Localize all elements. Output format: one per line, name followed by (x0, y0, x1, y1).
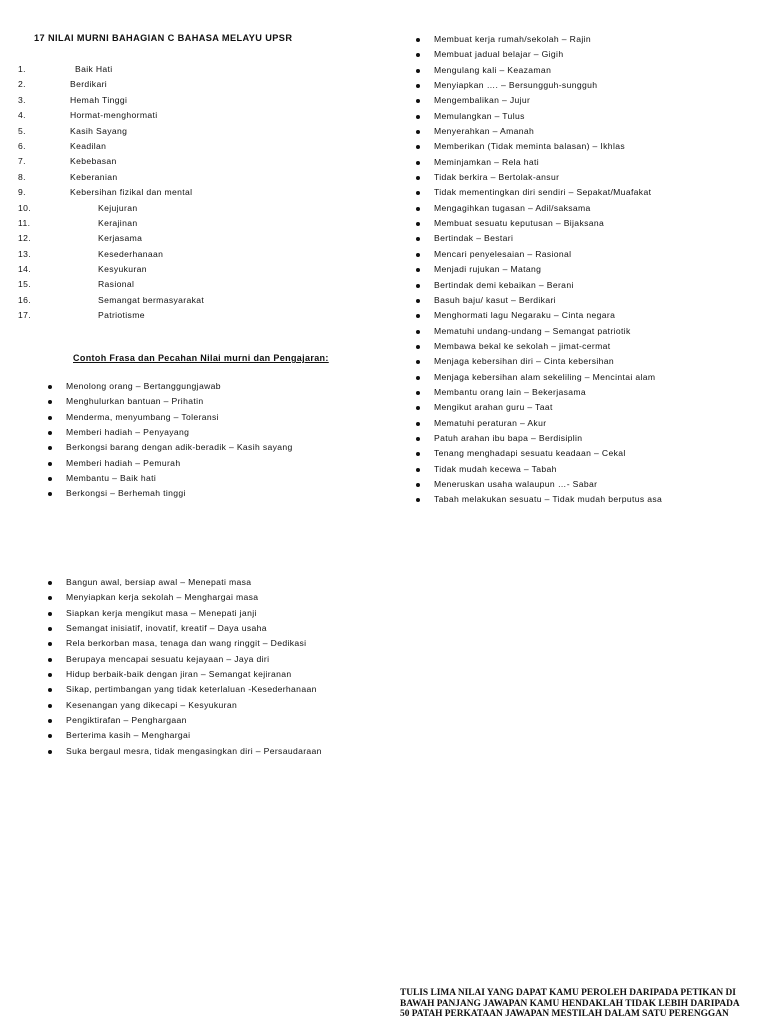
list-item: Membuat sesuatu keputusan – Bijaksana (416, 216, 662, 231)
value-label: Keadilan (70, 140, 107, 151)
value-row (0, 154, 340, 169)
value-number: 14. (18, 264, 31, 275)
list-item: Berterima kasih – Menghargai (48, 728, 322, 743)
value-row (0, 139, 340, 154)
list-item: Berkongsi barang dengan adik-beradik – Kasih sayang (48, 440, 293, 455)
list-item: Meneruskan usaha walaupun …- Sabar (416, 477, 662, 492)
value-row (0, 108, 340, 123)
value-label: Kebebasan (70, 156, 117, 167)
nilai-murni-list (0, 62, 340, 324)
value-label: Hormat-menghormati (70, 110, 158, 121)
list-item: Berupaya mencapai sesuatu kejayaan – Jaya diri (48, 652, 322, 667)
list-item: Menderma, menyumbang – Toleransi (48, 410, 293, 425)
list-item: Meminjamkan – Rela hati (416, 155, 662, 170)
list-item: Bertindak demi kebaikan – Berani (416, 278, 662, 293)
value-label: Hemah Tinggi (70, 94, 128, 105)
value-number: 6. (18, 140, 26, 151)
value-label: Rasional (98, 279, 135, 290)
list-item: Siapkan kerja mengikut masa – Menepati janji (48, 606, 322, 621)
value-label: Berdikari (70, 79, 108, 90)
value-number: 15. (18, 279, 31, 290)
list-item: Menyiapkan kerja sekolah – Menghargai masa (48, 590, 322, 605)
list-item: Membuat kerja rumah/sekolah – Rajin (416, 32, 662, 47)
value-label: Keberanian (70, 171, 118, 182)
list-item: Mengikut arahan guru – Taat (416, 400, 662, 415)
value-row (0, 62, 340, 77)
list-item: Pengiktirafan – Penghargaan (48, 713, 322, 728)
value-number: 16. (18, 294, 31, 305)
value-label: Kejujuran (98, 202, 138, 213)
list-item: Bertindak – Bestari (416, 231, 662, 246)
list-item: Menjaga kebersihan alam sekeliling – Mencintai alam (416, 370, 662, 385)
list-item: Berkongsi – Berhemah tinggi (48, 486, 293, 501)
value-row (0, 77, 340, 92)
list-item: Membawa bekal ke sekolah – jimat-cermat (416, 339, 662, 354)
list-item: Memberi hadiah – Penyayang (48, 425, 293, 440)
list-item: Menyiapkan …. – Bersungguh-sungguh (416, 78, 662, 93)
exercise-instruction: TULIS LIMA NILAI YANG DAPAT KAMU PEROLEH DARIPADA PETIKAN DI BAWAH PANJANG JAWAPAN KAMU HENDAKLAH TIDAK LEBIH DARIPADA 50 PATAH PERKATAAN JAWAPAN MESTILAH DALAM SATU PERENGGAN (400, 988, 740, 1020)
list-item: Menjadi rujukan – Matang (416, 262, 662, 277)
value-row (0, 93, 340, 108)
value-label: Patriotisme (98, 310, 145, 321)
list-item: Sikap, pertimbangan yang tidak keterlaluan -Kesederhanaan (48, 682, 322, 697)
list-item: Membantu – Baik hati (48, 471, 293, 486)
value-label: Kesyukuran (98, 264, 147, 275)
value-number: 8. (18, 171, 26, 182)
value-label: Kebersihan fizikal dan mental (70, 187, 193, 198)
value-row (0, 170, 340, 185)
value-number: 7. (18, 156, 26, 167)
list-item: Rela berkorban masa, tenaga dan wang ringgit – Dedikasi (48, 636, 322, 651)
value-label: Kesederhanaan (98, 248, 164, 259)
list-item: Membuat jadual belajar – Gigih (416, 47, 662, 62)
list-item: Tabah melakukan sesuatu – Tidak mudah berputus asa (416, 492, 662, 507)
value-number: 4. (18, 110, 26, 121)
list-item: Patuh arahan ibu bapa – Berdisiplin (416, 431, 662, 446)
list-item: Tenang menghadapi sesuatu keadaan – Cekal (416, 446, 662, 461)
value-row (0, 124, 340, 139)
phrase-list-time (48, 575, 322, 759)
value-label: Semangat bermasyarakat (98, 294, 205, 305)
value-label: Kasih Sayang (70, 125, 128, 136)
list-item: Membantu orang lain – Bekerjasama (416, 385, 662, 400)
list-item: Mencari penyelesaian – Rasional (416, 247, 662, 262)
list-item: Bangun awal, bersiap awal – Menepati masa (48, 575, 322, 590)
value-number: 5. (18, 125, 26, 136)
value-label: Kerjasama (98, 233, 143, 244)
value-number: 12. (18, 233, 31, 244)
list-item: Tidak berkira – Bertolak-ansur (416, 170, 662, 185)
phrase-list-kindness (48, 379, 293, 502)
value-number: 10. (18, 202, 31, 213)
value-number: 1. (18, 64, 26, 74)
value-row (0, 216, 340, 231)
list-item: Menyerahkan – Amanah (416, 124, 662, 139)
list-item: Mematuhi undang-undang – Semangat patriotik (416, 324, 662, 339)
list-item: Suka bergaul mesra, tidak mengasingkan diri – Persaudaraan (48, 744, 322, 759)
list-item: Menjaga kebersihan diri – Cinta kebersihan (416, 354, 662, 369)
value-row (0, 308, 340, 323)
list-item: Memberi hadiah – Pemurah (48, 456, 293, 471)
list-item: Mengembalikan – Jujur (416, 93, 662, 108)
list-item: Memulangkan – Tulus (416, 109, 662, 124)
list-item: Kesenangan yang dikecapi – Kesyukuran (48, 698, 322, 713)
list-item: Tidak mementingkan diri sendiri – Sepakat/Muafakat (416, 185, 662, 200)
list-item: Mengulang kali – Keazaman (416, 63, 662, 78)
value-row (0, 201, 340, 216)
list-item: Memberikan (Tidak meminta balasan) – Ikhlas (416, 139, 662, 154)
list-item: Basuh baju/ kasut – Berdikari (416, 293, 662, 308)
section-subtitle: Contoh Frasa dan Pecahan Nilai murni dan Pengajaran: (73, 353, 329, 363)
value-number: 13. (18, 248, 31, 259)
value-number: 9. (18, 187, 26, 198)
value-number: 2. (18, 79, 26, 90)
page-title: 17 NILAI MURNI BAHAGIAN C BAHASA MELAYU UPSR (34, 33, 293, 43)
value-row (0, 185, 340, 200)
list-item: Menghulurkan bantuan – Prihatin (48, 394, 293, 409)
value-label: Kerajinan (98, 217, 138, 228)
list-item: Menghormati lagu Negaraku – Cinta negara (416, 308, 662, 323)
value-row (0, 247, 340, 262)
value-label: Baik Hati (75, 64, 113, 74)
list-item: Mengagihkan tugasan – Adil/saksama (416, 201, 662, 216)
list-item: Menolong orang – Bertanggungjawab (48, 379, 293, 394)
value-number: 11. (18, 217, 31, 228)
value-number: 17. (18, 310, 31, 321)
value-row (0, 277, 340, 292)
value-row (0, 293, 340, 308)
list-item: Tidak mudah kecewa – Tabah (416, 462, 662, 477)
list-item: Semangat inisiatif, inovatif, kreatif – Daya usaha (48, 621, 322, 636)
phrase-list-behaviour (416, 32, 662, 508)
value-row (0, 231, 340, 246)
list-item: Hidup berbaik-baik dengan jiran – Semangat kejiranan (48, 667, 322, 682)
value-number: 3. (18, 94, 26, 105)
list-item: Mematuhi peraturan – Akur (416, 416, 662, 431)
value-row (0, 262, 340, 277)
